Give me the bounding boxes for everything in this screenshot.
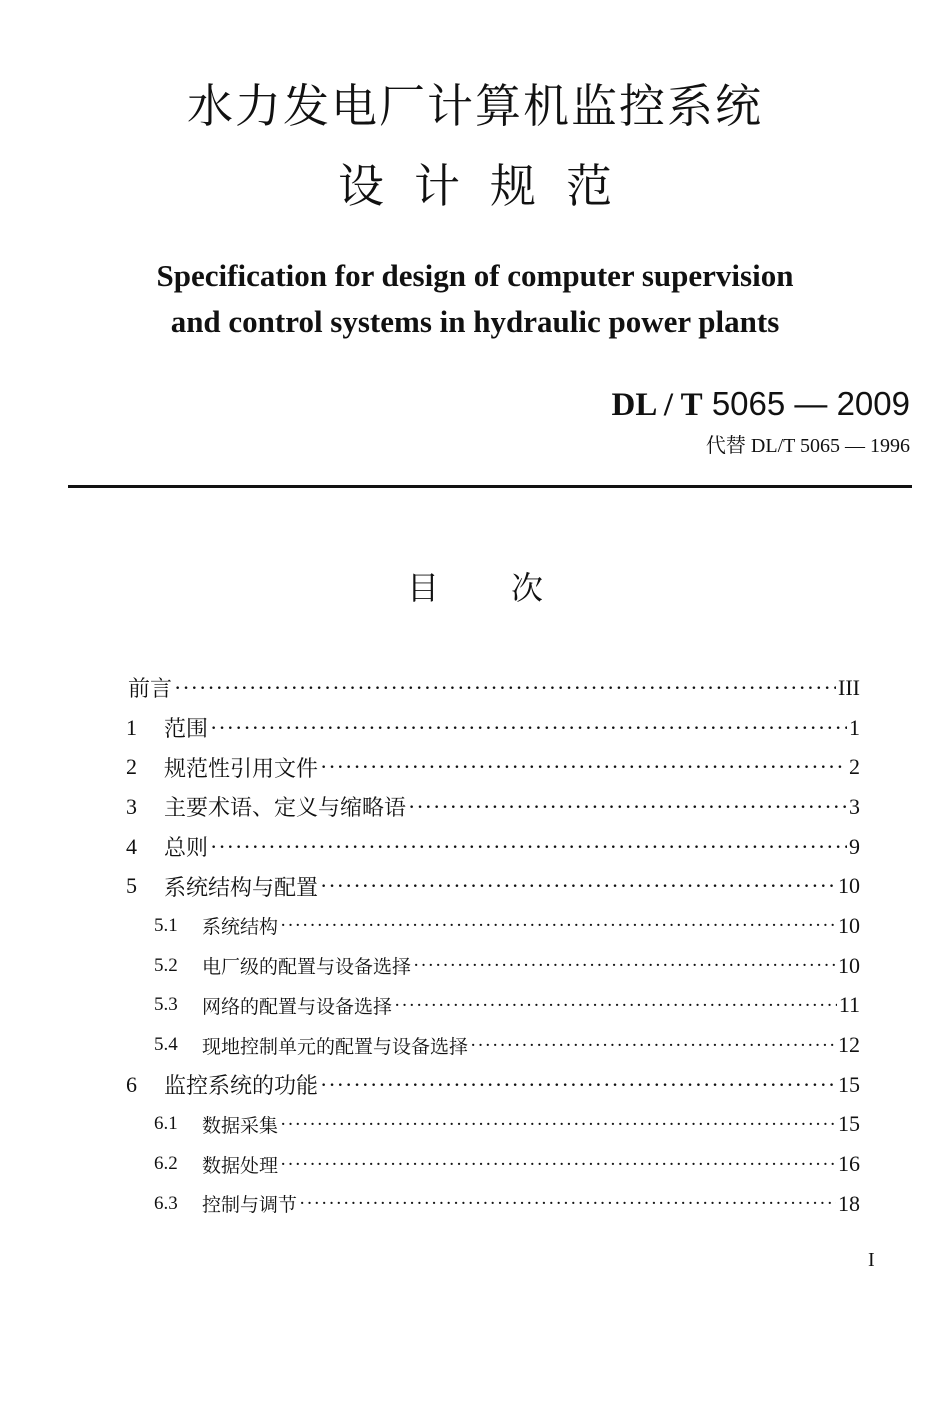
toc-entry-number: 5.4 xyxy=(154,1034,178,1056)
toc-entry-page: 9 xyxy=(849,833,860,859)
toc-entry-number: 5.3 xyxy=(154,994,178,1016)
standard-code-prefix: DL / T xyxy=(611,387,703,423)
toc-entry-number: 1 xyxy=(126,714,137,740)
toc-dot-leader xyxy=(413,956,836,975)
toc-entry-title: 电厂级的配置与设备选择 xyxy=(202,956,412,979)
toc-dot-leader xyxy=(320,756,847,778)
toc-dot-leader xyxy=(408,796,847,818)
title-chinese-line-1: 水力发电厂计算机监控系统 xyxy=(187,79,763,133)
toc-dot-leader xyxy=(320,875,836,897)
toc-entry[interactable] xyxy=(0,1184,950,1224)
toc-entry-page: 15 xyxy=(838,1071,860,1097)
toc-entry[interactable] xyxy=(0,1144,950,1184)
toc-entry-title: 数据处理 xyxy=(202,1154,279,1177)
toc-entry-page: 3 xyxy=(849,793,860,819)
page-number: I xyxy=(868,1249,875,1271)
toc-entry-title: 现地控制单元的配置与设备选择 xyxy=(202,1035,469,1058)
toc-entry[interactable] xyxy=(0,668,950,708)
toc-entry[interactable] xyxy=(0,986,950,1026)
toc-entry-number: 6.1 xyxy=(154,1113,178,1135)
toc-entry-page: 12 xyxy=(838,1032,860,1058)
toc-entry-title: 规范性引用文件 xyxy=(164,756,319,782)
toc-entry-number: 5.1 xyxy=(154,914,178,936)
header-divider xyxy=(68,485,912,488)
toc-dot-leader xyxy=(280,916,836,935)
toc-entry-page: 15 xyxy=(838,1111,860,1137)
toc-entry-number: 2 xyxy=(126,754,137,780)
toc-entry-page: 10 xyxy=(838,912,860,938)
toc-entry[interactable] xyxy=(0,946,950,986)
toc-entry[interactable] xyxy=(0,708,950,748)
toc-entry-number: 3 xyxy=(126,793,137,819)
toc-heading: 目次 xyxy=(406,569,615,607)
title-chinese-line-2: 设计规范 xyxy=(338,159,642,213)
toc-entry[interactable] xyxy=(0,866,950,906)
toc-entry-title: 总则 xyxy=(164,836,209,862)
toc-dot-leader xyxy=(174,677,836,699)
toc-entry-number: 6.3 xyxy=(154,1192,178,1214)
toc-entry-title: 前言 xyxy=(128,677,173,703)
toc-dot-leader xyxy=(210,836,847,858)
toc-entry[interactable] xyxy=(0,906,950,946)
toc-entry[interactable] xyxy=(0,787,950,827)
replaces-standard: 代替 DL/T 5065 — 1996 xyxy=(705,435,910,457)
toc-entry-title: 网络的配置与设备选择 xyxy=(202,995,393,1018)
toc-entry-page: 2 xyxy=(849,754,860,780)
toc-dot-leader xyxy=(320,1074,836,1096)
toc-entry-page: 11 xyxy=(838,992,860,1018)
toc-entry-number: 4 xyxy=(126,833,137,859)
toc-entry[interactable] xyxy=(0,747,950,787)
table-of-contents xyxy=(0,668,950,1224)
standard-code xyxy=(612,382,910,427)
toc-entry-title: 监控系统的功能 xyxy=(164,1074,319,1100)
toc-dot-leader xyxy=(210,717,847,739)
toc-entry-page: 18 xyxy=(838,1190,860,1216)
toc-dot-leader xyxy=(280,1115,836,1134)
toc-entry[interactable] xyxy=(0,1025,950,1065)
toc-dot-leader xyxy=(280,1155,836,1174)
title-english-line-2: and control systems in hydraulic power plants xyxy=(170,304,780,339)
toc-entry[interactable] xyxy=(0,827,950,867)
toc-entry-title: 主要术语、定义与缩略语 xyxy=(164,796,407,822)
toc-entry-number: 5.2 xyxy=(154,954,178,976)
toc-dot-leader xyxy=(394,996,837,1015)
toc-entry-page: 16 xyxy=(838,1151,860,1177)
toc-entry-title: 数据采集 xyxy=(202,1114,279,1137)
toc-entry-title: 范围 xyxy=(164,717,209,743)
toc-entry-title: 系统结构与配置 xyxy=(164,875,319,901)
toc-entry[interactable] xyxy=(0,1065,950,1105)
toc-entry-page: III xyxy=(838,674,860,700)
toc-dot-leader xyxy=(299,1194,836,1213)
toc-entry-page: 1 xyxy=(849,714,860,740)
toc-dot-leader xyxy=(470,1036,836,1055)
toc-entry-page: 10 xyxy=(838,952,860,978)
toc-entry[interactable] xyxy=(0,1105,950,1145)
toc-entry-page: 10 xyxy=(838,873,860,899)
standard-code-number: 5065 — 2009 xyxy=(711,385,910,422)
title-english-line-1: Specification for design of computer supervision xyxy=(156,258,794,293)
toc-entry-title: 控制与调节 xyxy=(202,1194,298,1217)
toc-entry-number: 5 xyxy=(126,873,137,899)
toc-entry-title: 系统结构 xyxy=(202,916,279,939)
toc-entry-number: 6 xyxy=(126,1071,137,1097)
toc-entry-number: 6.2 xyxy=(154,1153,178,1175)
